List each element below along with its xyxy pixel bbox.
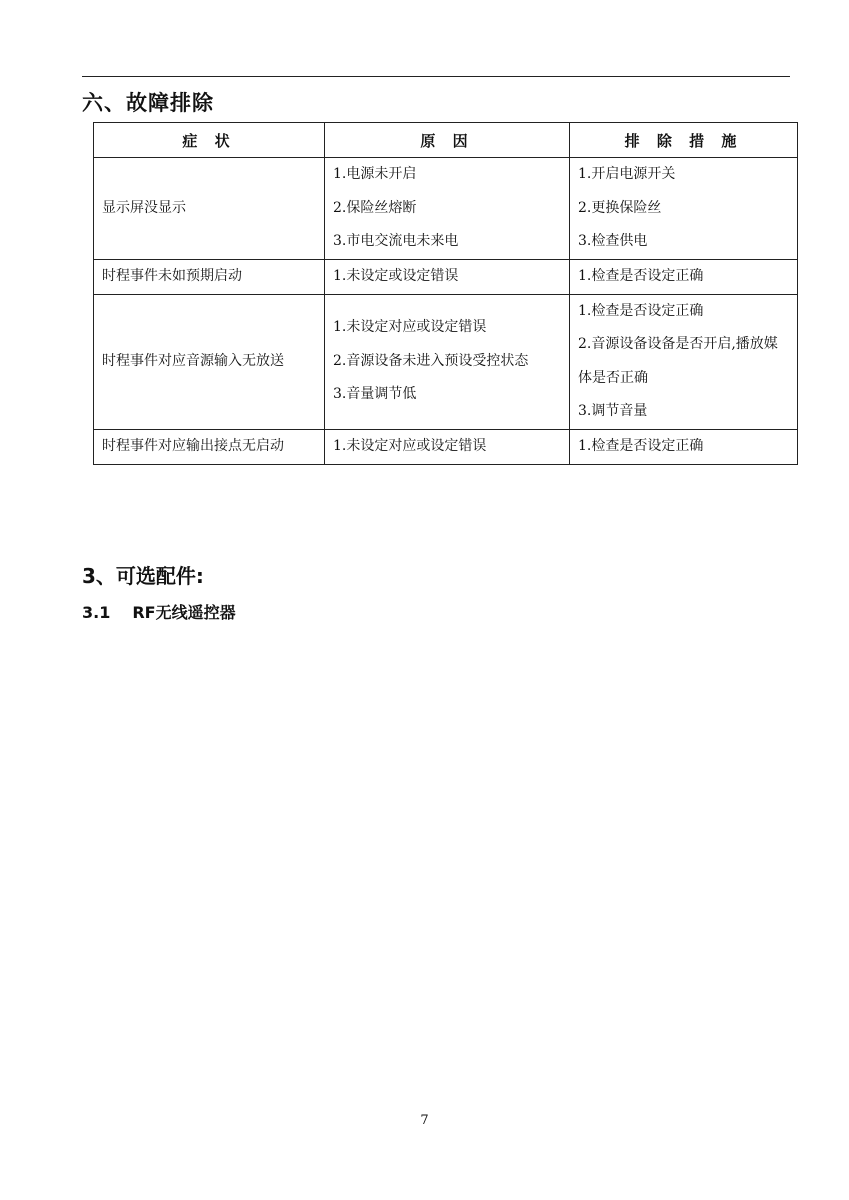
symptom-cell <box>94 294 325 429</box>
solution-item: 2.音源设备设备是否开启,播放媒体是否正确 <box>578 336 778 386</box>
cause-item: 2.音源设备未进入预设受控状态 <box>333 352 529 369</box>
symptom-cell <box>94 429 325 464</box>
symptom-text: 时程事件对应音源输入无放送 <box>102 352 284 369</box>
table-row <box>94 259 798 294</box>
page-number: 7 <box>420 1113 429 1128</box>
cause-item: 1.电源未开启 <box>333 166 417 182</box>
table-row <box>94 158 798 260</box>
solution-cell <box>570 294 798 429</box>
cause-item: 1.未设定或设定错误 <box>333 267 459 284</box>
solution-cell <box>570 429 798 464</box>
solution-cell <box>570 158 798 260</box>
symptom-text: 显示屏没显示 <box>102 199 186 216</box>
symptom-cell <box>94 259 325 294</box>
cause-item: 2.保险丝熔断 <box>333 199 417 216</box>
solution-item: 2.更换保险丝 <box>578 199 662 216</box>
solution-item: 3.调节音量 <box>578 403 648 419</box>
header-rule <box>82 76 790 77</box>
cause-item: 3.市电交流电未来电 <box>333 233 459 249</box>
cause-cell <box>325 259 570 294</box>
section-title: 六、故障排除 <box>82 91 214 115</box>
accessories-heading: 3、可选配件: <box>82 564 204 588</box>
cause-cell <box>325 429 570 464</box>
cause-cell <box>325 158 570 260</box>
header-solution: 排 除 措 施 <box>570 123 798 158</box>
table-header-row <box>94 123 798 158</box>
table-row <box>94 294 798 429</box>
solution-item: 1.开启电源开关 <box>578 166 676 182</box>
table-row <box>94 429 798 464</box>
troubleshooting-table <box>93 122 798 465</box>
cause-item: 3.音量调节低 <box>333 386 417 403</box>
solution-item: 1.检查是否设定正确 <box>578 437 704 454</box>
solution-item: 1.检查是否设定正确 <box>578 302 704 319</box>
cause-cell <box>325 294 570 429</box>
cause-item: 1.未设定对应或设定错误 <box>333 437 487 454</box>
cause-item: 1.未设定对应或设定错误 <box>333 319 487 336</box>
solution-item: 3.检查供电 <box>578 233 648 249</box>
header-symptom: 症 状 <box>94 123 325 158</box>
subheading-title: RF无线遥控器 <box>132 603 236 622</box>
symptom-text: 时程事件对应输出接点无启动 <box>102 437 284 454</box>
header-cause: 原 因 <box>325 123 570 158</box>
subheading-number: 3.1 <box>82 603 111 622</box>
accessory-subheading <box>82 600 236 623</box>
solution-item: 1.检查是否设定正确 <box>578 267 704 284</box>
symptom-cell <box>94 158 325 260</box>
solution-cell <box>570 259 798 294</box>
symptom-text: 时程事件未如预期启动 <box>102 267 242 284</box>
